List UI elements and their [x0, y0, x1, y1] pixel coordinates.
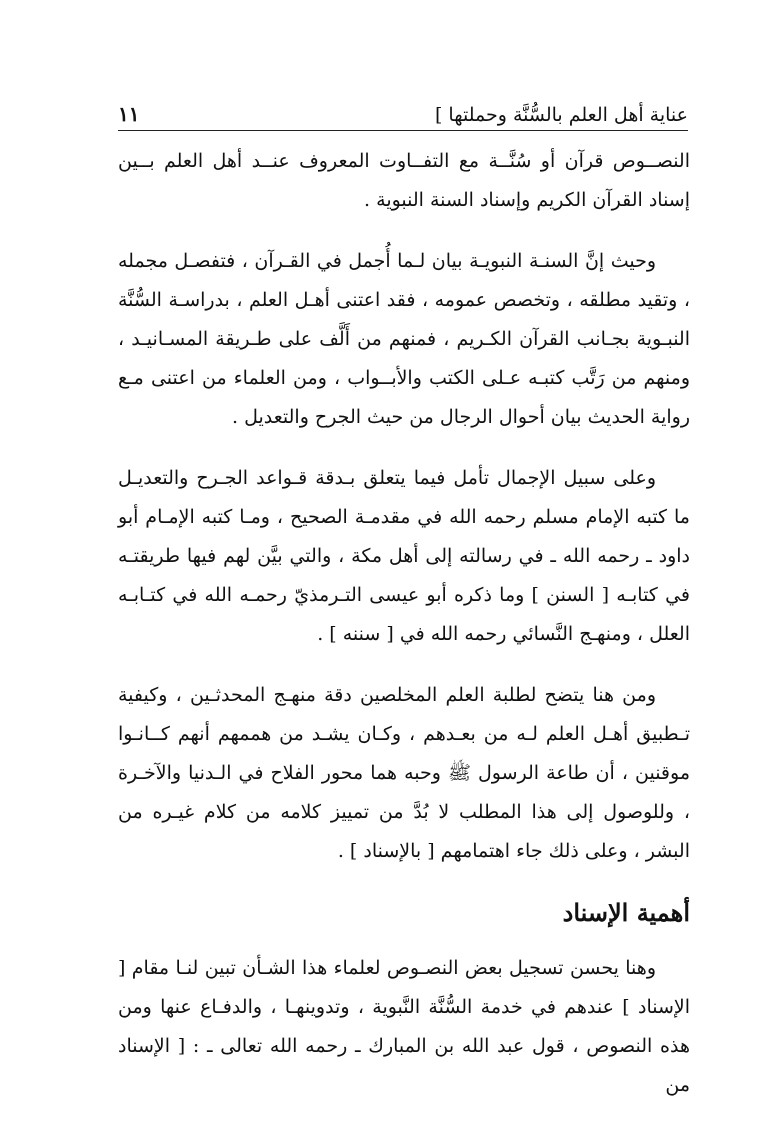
paragraph: وحيث إنَّ السنـة النبويـة بيان لـما أُجمل في القـرآن ، فتفصـل مجمله ، وتقيد مطلقه ، وتخصص عمومه ، فقد اعتنى أهـل العلم ، بدراسـة السُّنَّة النبـوية بجـانب القرآن الكـريم ، فمنهم من أَلَّف على طـريقة المسـانيـد ، ومنهم من رَتَّب كتبـه عـلى الكتب والأبــواب ، ومن العلماء من اعتنى مـع رواية الحديث بيان أحوال الرجال من حيث الجرح والتعديل .: [118, 250, 690, 428]
paragraph: وهنا يحسن تسجيل بعض النصـوص لعلماء هذا الشـأن تبين لنـا مقام [ الإسناد ] عندهم في خدمة السُّنَّة النَّبوية ، وتدوينهـا ، والدفـاع عنها ومن هذه النصوص ، قول عبد الله بن المبارك ـ رحمه الله تعالى ـ : [ الإسناد من: [118, 957, 690, 1096]
page-header: [118, 95, 688, 131]
paragraph: النصــوص قرآن أو سُنَّــة مع التفــاوت المعروف عنــد أهل العلم بــين إسناد القرآن الكريم وإسناد السنة النبوية .: [118, 150, 690, 211]
page-body: [118, 142, 690, 1127]
running-title: عناية أهل العلم بالسُّنَّة وحملتها ]: [434, 104, 688, 126]
section-heading: أهمية الإسناد: [562, 898, 690, 927]
page-number: ١١: [118, 102, 140, 126]
paragraph: وعلى سبيل الإجمال تأمل فيما يتعلق بـدقة قـواعد الجـرح والتعديـل ما كتبه الإمام مسلم رحمه الله في مقدمـة الصحيح ، ومـا كتبه الإمـام أبو داود ـ رحمه الله ـ في رسالته إلى أهل مكة ، والتي بيَّن لهم فيها طريقتـه في كتابـه [ السنن ] وما ذكره أبو عيسى التـرمذيّ رحمـه الله في كتـابـه العلل ، ومنهـج النَّسائي رحمه الله في [ سننه ] .: [118, 467, 690, 645]
paragraph: ومن هنا يتضح لطلبة العلم المخلصين دقة منهـج المحدثـين ، وكيفية تـطبيق أهـل العلم لـه من بعـدهم ، وكـان يشـد من هممهم أنهم كــانـوا موقنين ، أن طاعة الرسول ﷺ وحبه هما محور الفلاح في الـدنيا والآخـرة ، وللوصول إلى هذا المطلب لا بُدَّ من تمييز كلامه من كلام غيـره من البشر ، وعلى ذلك جاء اهتمامهم [ بالإسناد ] .: [118, 684, 690, 862]
